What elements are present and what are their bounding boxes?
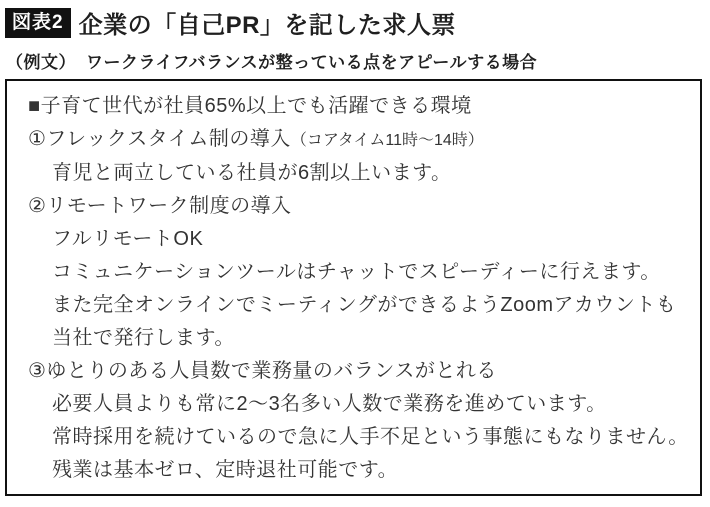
figure-header — [5, 5, 456, 40]
box-line-headline: ■子育て世代が社員65%以上でも活躍できる環境 — [28, 95, 472, 117]
box-line-item3: ③ゆとりのある人員数で業務量のバランスがとれる — [28, 360, 497, 382]
box-line-item1-detail: 育児と両立している社員が6割以上います。 — [52, 162, 452, 184]
box-line-item2: ②リモートワーク制度の導入 — [28, 195, 292, 217]
box-line-item2-detail4: 当社で発行します。 — [52, 327, 235, 349]
box-line-item3-detail2: 常時採用を続けているので急に人手不足という事態にもなりません。 — [52, 426, 689, 448]
subtitle-text: ワークライフバランスが整っている点をアピールする場合 — [86, 53, 538, 72]
box-line-item2-detail3: また完全オンラインでミーティングができるようZoomアカウントも — [52, 294, 677, 316]
item1-note: （コアタイム11時～14時） — [290, 132, 484, 149]
box-line-item3-detail1: 必要人員よりも常に2～3名多い人数で業務を進めています。 — [52, 393, 607, 415]
figure-subtitle — [6, 48, 537, 73]
box-line-item1 — [28, 123, 686, 157]
job-posting-box — [5, 79, 702, 496]
box-line-item3-detail3: 残業は基本ゼロ、定時退社可能です。 — [52, 459, 399, 481]
example-label: （例文） — [6, 53, 76, 72]
figure-title: 企業の「自己PR」を記した求人票 — [78, 12, 456, 39]
figure-number-badge: 図表2 — [5, 8, 71, 38]
box-line-item2-detail1: フルリモートOK — [52, 228, 204, 250]
box-line-item2-detail2: コミュニケーションツールはチャットでスピーディーに行えます。 — [52, 261, 661, 283]
item1-text: ①フレックスタイム制の導入 — [28, 128, 291, 150]
